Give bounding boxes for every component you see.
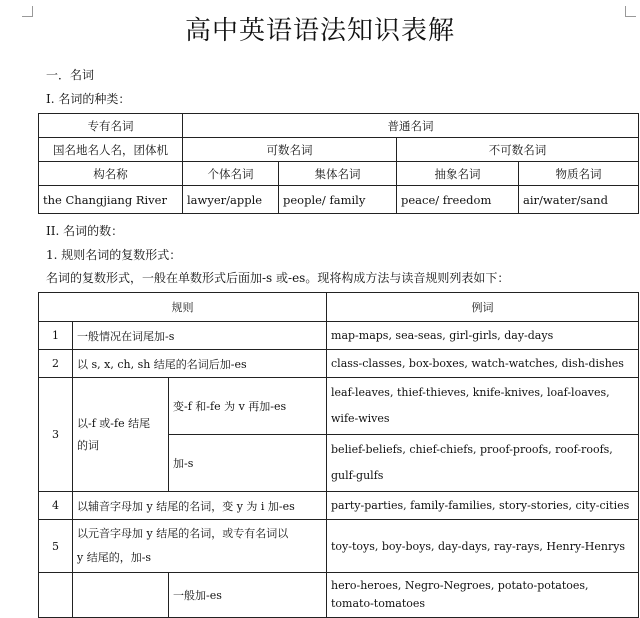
intro-paragraph: 名词的复数形式，一般在单数形式后面加-s 或-es。现将构成方法与读音规则列表如下： <box>46 271 510 285</box>
header-proper-noun: 专有名词 <box>39 114 183 138</box>
row-number: 2 <box>39 350 73 378</box>
example-line: gulf-gulfs <box>331 469 384 482</box>
table-row <box>39 114 639 138</box>
example-words: map-maps, sea-seas, girl-girls, day-days <box>327 322 639 350</box>
example-words <box>327 435 639 492</box>
sub-rule-text: 一般加-es <box>169 573 327 618</box>
plural-rules-table <box>38 292 639 618</box>
row-number: 5 <box>39 520 73 573</box>
header-example: 例词 <box>327 293 639 322</box>
section-heading-nouns: 一．名词 <box>46 68 95 82</box>
subheading-noun-types: I. 名词的种类： <box>46 92 131 106</box>
header-countable: 可数名词 <box>183 138 397 162</box>
example-material: air/water/sand <box>519 186 639 214</box>
example-proper: the Changjiang River <box>39 186 183 214</box>
header-uncountable: 不可数名词 <box>397 138 639 162</box>
example-words: toy-toys, boy-boys, day-days, ray-rays, Henry-Henrys <box>327 520 639 573</box>
rule-text-line: 以元音字母加 y 结尾的名词，或专有名词以 <box>77 527 289 540</box>
rule-text: 以辅音字母加 y 结尾的名词，变 y 为 i 加-es <box>73 492 327 520</box>
proper-noun-desc-1: 国名地名人名，团体机 <box>39 138 183 162</box>
noun-types-table <box>38 113 639 214</box>
example-line: hero-heroes, Negro-Negroes, potato-potatoes, <box>331 579 589 592</box>
rule-text: 一般情况在词尾加-s <box>73 322 327 350</box>
header-rule: 规则 <box>39 293 327 322</box>
example-individual: lawyer/apple <box>183 186 279 214</box>
row-number: 3 <box>39 378 73 492</box>
rule-text-line: 以-f 或-fe 结尾 <box>77 416 151 430</box>
table-row <box>39 520 639 573</box>
table-row <box>39 492 639 520</box>
table-row <box>39 322 639 350</box>
rule-text <box>73 378 169 492</box>
example-words <box>327 573 639 618</box>
sub-rule-text: 加-s <box>169 435 327 492</box>
sub-rule-text: 变-f 和-fe 为 v 再加-es <box>169 378 327 435</box>
subheading-plural-forms: 1. 规则名词的复数形式： <box>46 248 182 262</box>
header-material: 物质名词 <box>519 162 639 186</box>
subheading-noun-number: II. 名词的数： <box>46 224 124 238</box>
table-row <box>39 293 639 322</box>
header-individual: 个体名词 <box>183 162 279 186</box>
example-words: party-parties, family-families, story-stories, city-cities <box>327 492 639 520</box>
table-row <box>39 350 639 378</box>
rule-text-line: 的词 <box>77 438 99 452</box>
example-line: leaf-leaves, thief-thieves, knife-knives, loaf-loaves, <box>331 386 610 399</box>
example-words <box>327 378 639 435</box>
example-abstract: peace/ freedom <box>397 186 519 214</box>
header-abstract: 抽象名词 <box>397 162 519 186</box>
rule-text-line: y 结尾的，加-s <box>77 551 152 564</box>
table-row <box>39 573 639 618</box>
table-row <box>39 186 639 214</box>
table-row <box>39 162 639 186</box>
example-line: wife-wives <box>331 412 390 425</box>
example-words: class-classes, box-boxes, watch-watches, dish-dishes <box>327 350 639 378</box>
example-line: belief-beliefs, chief-chiefs, proof-proofs, roof-roofs, <box>331 443 613 456</box>
row-number: 4 <box>39 492 73 520</box>
rule-text <box>73 520 327 573</box>
row-number-empty <box>39 573 73 618</box>
page-title: 高中英语语法知识表解 <box>184 16 455 46</box>
table-row <box>39 138 639 162</box>
row-number: 1 <box>39 322 73 350</box>
header-common-noun: 普通名词 <box>183 114 639 138</box>
header-collective: 集体名词 <box>279 162 397 186</box>
proper-noun-desc-2: 构名称 <box>39 162 183 186</box>
rule-text-empty <box>73 573 169 618</box>
example-line: tomato-tomatoes <box>331 597 426 610</box>
table-row <box>39 378 639 435</box>
example-collective: people/ family <box>279 186 397 214</box>
rule-text: 以 s, x, ch, sh 结尾的名词后加-es <box>73 350 327 378</box>
